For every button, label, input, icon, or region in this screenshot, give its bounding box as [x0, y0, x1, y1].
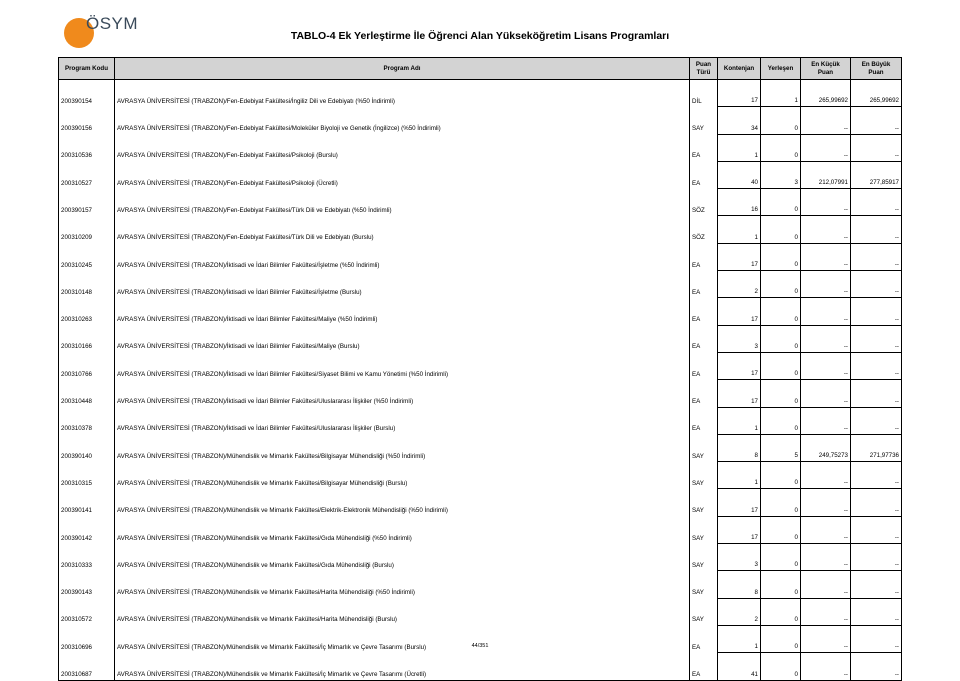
- cell-program-name: AVRASYA ÜNİVERSİTESİ (TRABZON)/Fen-Edebiyat Fakültesi/Türk Dili ve Edebiyatı (Burslu): [115, 216, 690, 243]
- cell-program-code: 200390141: [59, 489, 115, 516]
- cell-max-score: --: [851, 216, 902, 243]
- cell-program-code: 200310536: [59, 134, 115, 161]
- cell-program-code: 200310315: [59, 462, 115, 489]
- table-row: [59, 271, 902, 298]
- cell-score-type: EA: [690, 625, 718, 652]
- cell-program-code: 200310166: [59, 325, 115, 352]
- cell-program-name: AVRASYA ÜNİVERSİTESİ (TRABZON)/Mühendislik ve Mimarlık Fakültesi/Bilgisayar Mühendisliği (Burslu): [115, 462, 690, 489]
- cell-placed: 0: [761, 216, 801, 243]
- cell-quota: 2: [718, 271, 761, 298]
- table-row: [59, 571, 902, 598]
- cell-min-score: --: [801, 544, 851, 571]
- cell-min-score: --: [801, 598, 851, 625]
- table-row: [59, 216, 902, 243]
- cell-placed: 0: [761, 407, 801, 434]
- table-row: [59, 516, 902, 543]
- cell-max-score: --: [851, 489, 902, 516]
- cell-quota: 3: [718, 325, 761, 352]
- cell-score-type: EA: [690, 161, 718, 188]
- cell-program-name: AVRASYA ÜNİVERSİTESİ (TRABZON)/Mühendislik ve Mimarlık Fakültesi/Elektrik-Elektronik Mühendisliği (%50 İndirimli): [115, 489, 690, 516]
- cell-program-name: AVRASYA ÜNİVERSİTESİ (TRABZON)/Fen-Edebiyat Fakültesi/Psikoloji (Ücretli): [115, 161, 690, 188]
- page-number: 44/351: [471, 643, 489, 649]
- cell-score-type: SAY: [690, 516, 718, 543]
- cell-min-score: --: [801, 625, 851, 652]
- cell-min-score: --: [801, 653, 851, 680]
- cell-max-score: --: [851, 325, 902, 352]
- cell-program-name: AVRASYA ÜNİVERSİTESİ (TRABZON)/İktisadi ve İdari Bilimler Fakültesi/İşletme (Burslu): [115, 271, 690, 298]
- cell-quota: 8: [718, 571, 761, 598]
- cell-min-score: --: [801, 134, 851, 161]
- cell-min-score: --: [801, 243, 851, 270]
- cell-placed: 0: [761, 298, 801, 325]
- logo-text: ÖSYM: [86, 14, 139, 33]
- cell-score-type: EA: [690, 271, 718, 298]
- cell-program-name: AVRASYA ÜNİVERSİTESİ (TRABZON)/Mühendislik ve Mimarlık Fakültesi/İç Mimarlık ve Çevre Tasarımı (Ücretli): [115, 653, 690, 680]
- cell-quota: 17: [718, 516, 761, 543]
- cell-max-score: --: [851, 407, 902, 434]
- cell-program-code: 200310448: [59, 380, 115, 407]
- cell-program-code: 200310209: [59, 216, 115, 243]
- cell-program-name: AVRASYA ÜNİVERSİTESİ (TRABZON)/Fen-Edebiyat Fakültesi/Psikoloji (Burslu): [115, 134, 690, 161]
- cell-max-score: --: [851, 243, 902, 270]
- cell-program-name: AVRASYA ÜNİVERSİTESİ (TRABZON)/Mühendislik ve Mimarlık Fakültesi/Bilgisayar Mühendisliği (%50 İndirimli): [115, 434, 690, 461]
- cell-placed: 0: [761, 489, 801, 516]
- cell-quota: 1: [718, 625, 761, 652]
- header-max-line2: Puan: [868, 68, 884, 76]
- cell-quota: 1: [718, 462, 761, 489]
- cell-max-score: --: [851, 516, 902, 543]
- header-min-line2: Puan: [817, 68, 834, 76]
- cell-quota: 17: [718, 352, 761, 379]
- cell-quota: 17: [718, 298, 761, 325]
- table-row: [59, 134, 902, 161]
- cell-quota: 34: [718, 107, 761, 134]
- cell-quota: 3: [718, 544, 761, 571]
- cell-max-score: --: [851, 134, 902, 161]
- header-score-type-line2: Türü: [696, 68, 711, 76]
- cell-placed: 0: [761, 189, 801, 216]
- cell-min-score: 249,75273: [801, 434, 851, 461]
- table-row: [59, 80, 902, 107]
- cell-min-score: --: [801, 489, 851, 516]
- header-max-score: [851, 58, 902, 80]
- cell-score-type: DİL: [690, 80, 718, 107]
- cell-placed: 0: [761, 462, 801, 489]
- table-row: [59, 325, 902, 352]
- cell-quota: 8: [718, 434, 761, 461]
- cell-quota: 1: [718, 134, 761, 161]
- header-quota: Kontenjan: [718, 58, 761, 80]
- cell-program-name: AVRASYA ÜNİVERSİTESİ (TRABZON)/Mühendislik ve Mimarlık Fakültesi/İç Mimarlık ve Çevre Tasarımı (Burslu): [115, 625, 690, 652]
- cell-score-type: EA: [690, 243, 718, 270]
- cell-min-score: --: [801, 407, 851, 434]
- cell-score-type: EA: [690, 352, 718, 379]
- header-score-type: [690, 58, 718, 80]
- cell-placed: 5: [761, 434, 801, 461]
- cell-program-name: AVRASYA ÜNİVERSİTESİ (TRABZON)/Mühendislik ve Mimarlık Fakültesi/Harita Mühendisliği (%50 İndirimli): [115, 571, 690, 598]
- cell-score-type: SAY: [690, 434, 718, 461]
- cell-program-code: 200310527: [59, 161, 115, 188]
- cell-min-score: --: [801, 571, 851, 598]
- cell-placed: 0: [761, 571, 801, 598]
- cell-program-name: AVRASYA ÜNİVERSİTESİ (TRABZON)/İktisadi ve İdari Bilimler Fakültesi/Maliye (%50 İndirimli): [115, 298, 690, 325]
- cell-placed: 0: [761, 134, 801, 161]
- cell-max-score: --: [851, 298, 902, 325]
- cell-program-code: 200310696: [59, 625, 115, 652]
- table-row: [59, 107, 902, 134]
- cell-score-type: EA: [690, 134, 718, 161]
- table-row: [59, 298, 902, 325]
- cell-min-score: --: [801, 325, 851, 352]
- cell-program-name: AVRASYA ÜNİVERSİTESİ (TRABZON)/İktisadi ve İdari Bilimler Fakültesi/Siyaset Bilimi ve Kamu Yönetimi (%50 İndirimli): [115, 352, 690, 379]
- table-row: [59, 489, 902, 516]
- cell-max-score: 265,99692: [851, 80, 902, 107]
- cell-min-score: --: [801, 271, 851, 298]
- cell-program-name: AVRASYA ÜNİVERSİTESİ (TRABZON)/Fen-Edebiyat Fakültesi/İngiliz Dili ve Edebiyatı (%50 İndirimli): [115, 80, 690, 107]
- cell-max-score: --: [851, 189, 902, 216]
- cell-score-type: EA: [690, 653, 718, 680]
- cell-quota: 41: [718, 653, 761, 680]
- cell-min-score: --: [801, 516, 851, 543]
- cell-program-name: AVRASYA ÜNİVERSİTESİ (TRABZON)/Fen-Edebiyat Fakültesi/Moleküler Biyoloji ve Genetik (İngilizce) (%50 İndirimli): [115, 107, 690, 134]
- cell-max-score: --: [851, 462, 902, 489]
- header-program-name: Program Adı: [115, 58, 690, 80]
- cell-quota: 17: [718, 243, 761, 270]
- cell-min-score: --: [801, 298, 851, 325]
- cell-min-score: 212,07991: [801, 161, 851, 188]
- cell-max-score: --: [851, 653, 902, 680]
- cell-max-score: 271,97736: [851, 434, 902, 461]
- header-max-line1: En Büyük: [861, 60, 891, 68]
- cell-min-score: 265,99692: [801, 80, 851, 107]
- header-program-code: Program Kodu: [59, 58, 115, 80]
- cell-quota: 1: [718, 407, 761, 434]
- cell-program-name: AVRASYA ÜNİVERSİTESİ (TRABZON)/İktisadi ve İdari Bilimler Fakültesi/Maliye (Burslu): [115, 325, 690, 352]
- header-score-type-line1: Puan: [695, 60, 712, 68]
- cell-program-name: AVRASYA ÜNİVERSİTESİ (TRABZON)/İktisadi ve İdari Bilimler Fakültesi/Uluslararası İlişkiler (Burslu): [115, 407, 690, 434]
- header-min-line1: En Küçük: [811, 60, 840, 68]
- cell-max-score: --: [851, 352, 902, 379]
- cell-max-score: --: [851, 598, 902, 625]
- cell-max-score: --: [851, 271, 902, 298]
- cell-quota: 17: [718, 380, 761, 407]
- cell-max-score: --: [851, 625, 902, 652]
- cell-program-code: 200310333: [59, 544, 115, 571]
- cell-program-name: AVRASYA ÜNİVERSİTESİ (TRABZON)/İktisadi ve İdari Bilimler Fakültesi/Uluslararası İlişkiler (%50 İndirimli): [115, 380, 690, 407]
- cell-placed: 0: [761, 107, 801, 134]
- cell-placed: 0: [761, 380, 801, 407]
- cell-min-score: --: [801, 352, 851, 379]
- table-row: [59, 598, 902, 625]
- cell-quota: 1: [718, 216, 761, 243]
- table-row: [59, 434, 902, 461]
- cell-score-type: EA: [690, 380, 718, 407]
- cell-program-code: 200390142: [59, 516, 115, 543]
- cell-program-name: AVRASYA ÜNİVERSİTESİ (TRABZON)/Mühendislik ve Mimarlık Fakültesi/Gıda Mühendisliği (%50 İndirimli): [115, 516, 690, 543]
- cell-max-score: --: [851, 380, 902, 407]
- cell-placed: 0: [761, 544, 801, 571]
- cell-min-score: --: [801, 189, 851, 216]
- header-placed: Yerleşen: [761, 58, 801, 80]
- table-row: [59, 462, 902, 489]
- cell-program-code: 200390140: [59, 434, 115, 461]
- cell-max-score: --: [851, 571, 902, 598]
- cell-quota: 16: [718, 189, 761, 216]
- table-row: [59, 189, 902, 216]
- cell-program-code: 200310378: [59, 407, 115, 434]
- table-header-row: [59, 58, 902, 80]
- cell-placed: 0: [761, 352, 801, 379]
- cell-placed: 0: [761, 653, 801, 680]
- cell-program-code: 200390157: [59, 189, 115, 216]
- table-row: [59, 407, 902, 434]
- cell-placed: 0: [761, 598, 801, 625]
- cell-placed: 0: [761, 325, 801, 352]
- cell-score-type: EA: [690, 407, 718, 434]
- table-row: [59, 161, 902, 188]
- cell-program-name: AVRASYA ÜNİVERSİTESİ (TRABZON)/Mühendislik ve Mimarlık Fakültesi/Harita Mühendisliği (Burslu): [115, 598, 690, 625]
- table-row: [59, 380, 902, 407]
- cell-score-type: SAY: [690, 571, 718, 598]
- table-row: [59, 352, 902, 379]
- cell-min-score: --: [801, 462, 851, 489]
- cell-program-code: 200390143: [59, 571, 115, 598]
- cell-placed: 0: [761, 271, 801, 298]
- cell-score-type: EA: [690, 325, 718, 352]
- cell-max-score: --: [851, 107, 902, 134]
- cell-min-score: --: [801, 107, 851, 134]
- cell-program-code: 200310245: [59, 243, 115, 270]
- page-title: TABLO-4 Ek Yerleştirme İle Öğrenci Alan Yükseköğretim Lisans Programları: [290, 30, 670, 42]
- cell-program-code: 200310766: [59, 352, 115, 379]
- cell-score-type: EA: [690, 298, 718, 325]
- cell-placed: 0: [761, 516, 801, 543]
- cell-quota: 17: [718, 80, 761, 107]
- cell-program-name: AVRASYA ÜNİVERSİTESİ (TRABZON)/Mühendislik ve Mimarlık Fakültesi/Gıda Mühendisliği (Burslu): [115, 544, 690, 571]
- cell-placed: 0: [761, 243, 801, 270]
- cell-program-code: 200390156: [59, 107, 115, 134]
- cell-placed: 3: [761, 161, 801, 188]
- programs-table: [58, 57, 902, 681]
- cell-score-type: SAY: [690, 489, 718, 516]
- table-row: [59, 653, 902, 680]
- cell-min-score: --: [801, 380, 851, 407]
- cell-program-code: 200310263: [59, 298, 115, 325]
- cell-score-type: SAY: [690, 598, 718, 625]
- header-min-score: [801, 58, 851, 80]
- cell-min-score: --: [801, 216, 851, 243]
- cell-program-code: 200310687: [59, 653, 115, 680]
- cell-quota: 2: [718, 598, 761, 625]
- cell-score-type: SÖZ: [690, 189, 718, 216]
- cell-program-code: 200310148: [59, 271, 115, 298]
- cell-quota: 17: [718, 489, 761, 516]
- cell-score-type: SÖZ: [690, 216, 718, 243]
- cell-max-score: 277,85917: [851, 161, 902, 188]
- table-body: [59, 80, 902, 681]
- cell-score-type: SAY: [690, 544, 718, 571]
- cell-max-score: --: [851, 544, 902, 571]
- cell-program-code: 200390154: [59, 80, 115, 107]
- cell-program-name: AVRASYA ÜNİVERSİTESİ (TRABZON)/İktisadi ve İdari Bilimler Fakültesi/İşletme (%50 İndirimli): [115, 243, 690, 270]
- cell-placed: 1: [761, 80, 801, 107]
- cell-program-code: 200310572: [59, 598, 115, 625]
- cell-score-type: SAY: [690, 107, 718, 134]
- table-row: [59, 243, 902, 270]
- cell-score-type: SAY: [690, 462, 718, 489]
- cell-quota: 40: [718, 161, 761, 188]
- cell-placed: 0: [761, 625, 801, 652]
- table-row: [59, 544, 902, 571]
- cell-program-name: AVRASYA ÜNİVERSİTESİ (TRABZON)/Fen-Edebiyat Fakültesi/Türk Dili ve Edebiyatı (%50 İndirimli): [115, 189, 690, 216]
